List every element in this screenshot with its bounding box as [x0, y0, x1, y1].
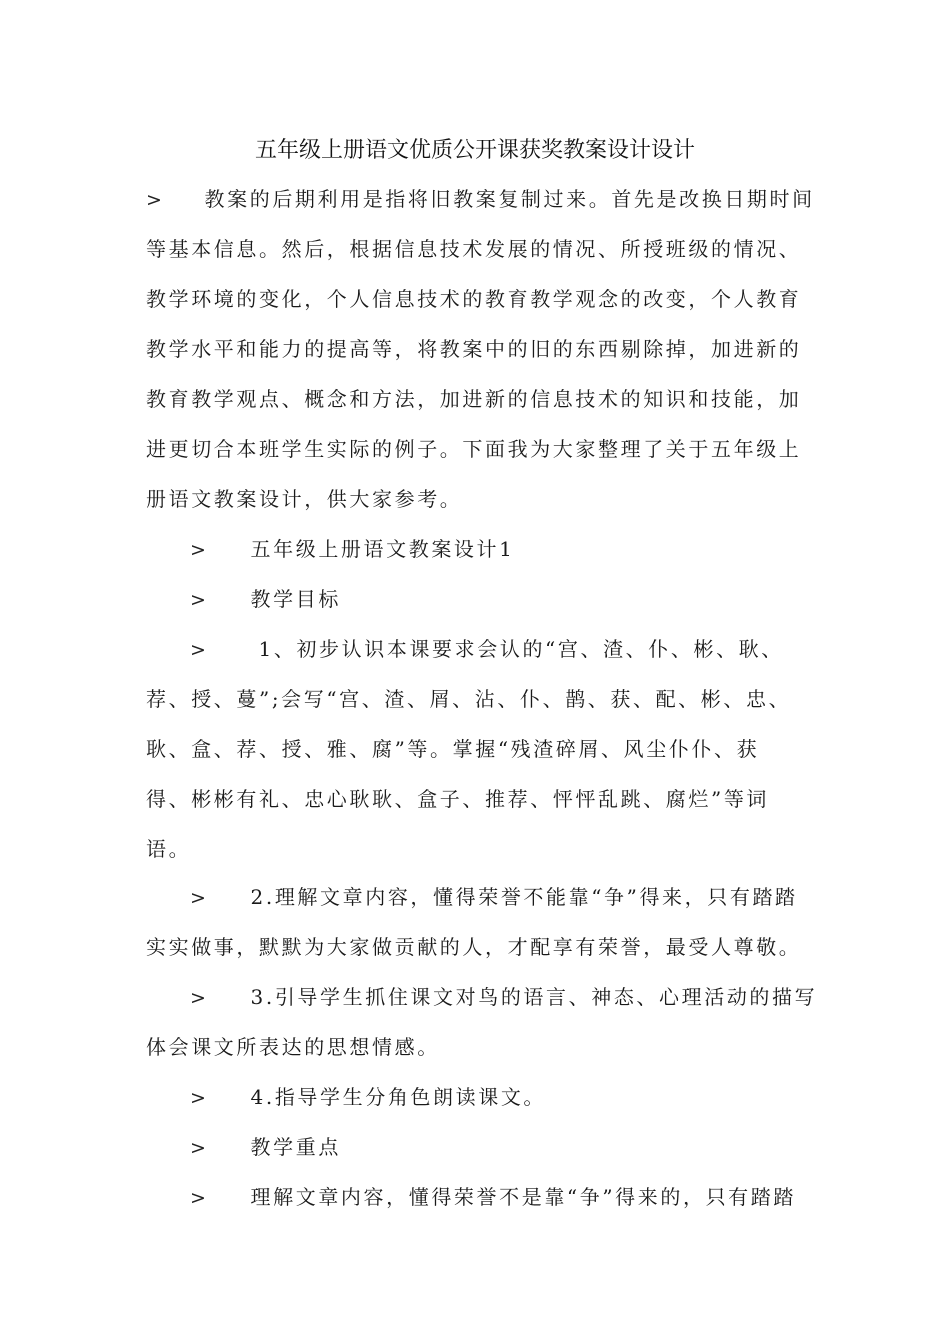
- bullet-arrow-icon: >: [190, 887, 209, 909]
- objective-item-4: [146, 1072, 806, 1122]
- paragraph-line: 实实做事，默默为大家做贡献的人，才配享有荣誉，最受人尊敬。: [146, 935, 802, 959]
- bullet-arrow-icon: >: [190, 987, 209, 1009]
- paragraph-line: 教学水平和能力的提高等，将教案中的旧的东西剔除掉，加进新的: [146, 337, 802, 361]
- objective-text: 1、初步认识本课要求会认的“宫、渣、仆、彬、耿、: [258, 637, 784, 661]
- objective-text: 3.引导学生抓住课文对鸟的语言、神态、心理活动的描写: [250, 985, 818, 1009]
- section-heading-objectives: [146, 574, 806, 624]
- paragraph-line: [146, 174, 815, 224]
- key-point-item: [146, 1172, 806, 1222]
- bullet-arrow-icon: >: [190, 1087, 209, 1109]
- heading-text: 教学目标: [250, 587, 341, 611]
- paragraph-line: 荐、授、蔓”;会写“宫、渣、屑、沾、仆、鹊、获、配、彬、忠、: [146, 687, 792, 711]
- objective-item-3: [146, 972, 818, 1072]
- paragraph-line: 得、彬彬有礼、忠心耿耿、盒子、推荐、怦怦乱跳、腐烂”等词: [146, 787, 770, 811]
- paragraph-line: 等基本信息。然后，根据信息技术发展的情况、所授班级的情况、: [146, 237, 802, 261]
- bullet-arrow-icon: >: [146, 189, 165, 211]
- paragraph-line: 教学环境的变化，个人信息技术的教育教学观念的改变，个人教育: [146, 287, 802, 311]
- document-title: 五年级上册语文优质公开课获奖教案设计设计: [254, 138, 695, 163]
- objective-item-2: [146, 872, 806, 972]
- bullet-arrow-icon: >: [190, 589, 209, 611]
- bullet-arrow-icon: >: [190, 539, 209, 561]
- objective-text: 4.指导学生分角色朗读课文。: [250, 1085, 547, 1109]
- bullet-arrow-icon: >: [190, 639, 209, 661]
- objective-item-1: [146, 624, 806, 874]
- key-point-text: 理解文章内容，懂得荣誉不是靠“争”得来的，只有踏踏: [250, 1185, 796, 1209]
- paragraph-text: 教案的后期利用是指将旧教案复制过来。首先是改换日期时间: [204, 187, 815, 211]
- paragraph-line: 进更切合本班学生实际的例子。下面我为大家整理了关于五年级上: [146, 437, 802, 461]
- bullet-arrow-icon: >: [190, 1187, 209, 1209]
- paragraph-intro: [146, 174, 815, 524]
- section-heading-key-points: [146, 1122, 806, 1172]
- heading-text: 五年级上册语文教案设计1: [250, 537, 515, 561]
- paragraph-line: 教育教学观点、概念和方法，加进新的信息技术的知识和技能，加: [146, 387, 802, 411]
- objective-text: 2.理解文章内容，懂得荣誉不能靠“争”得来，只有踏踏: [250, 885, 798, 909]
- heading-text: 教学重点: [250, 1135, 341, 1159]
- bullet-arrow-icon: >: [190, 1137, 209, 1159]
- paragraph-line: 体会课文所表达的思想情感。: [146, 1035, 440, 1059]
- section-heading-lesson-1: [146, 524, 806, 574]
- paragraph-line: 耿、盒、荐、授、雅、腐”等。掌握“残渣碎屑、风尘仆仆、获: [146, 737, 760, 761]
- paragraph-line: 语。: [146, 837, 192, 861]
- paragraph-line: 册语文教案设计，供大家参考。: [146, 487, 463, 511]
